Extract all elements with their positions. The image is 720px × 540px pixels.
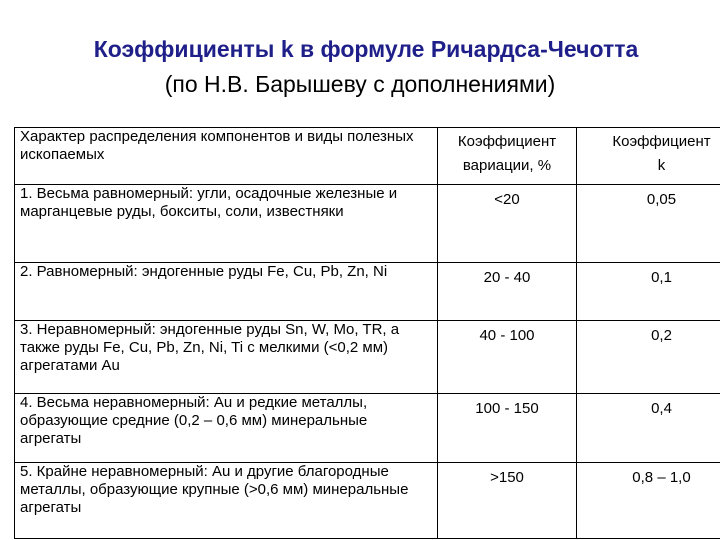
header-k-line2: k	[657, 157, 666, 174]
table-row	[15, 263, 720, 321]
row-variation: 40 - 100	[438, 321, 577, 394]
row-variation: >150	[438, 463, 577, 539]
row-description: 4. Весьма неравномерный: Au и редкие металлы, образующие средние (0,2 – 0,6 мм) минеральные агрегаты	[15, 394, 438, 463]
table-row	[15, 463, 720, 539]
table-header-row	[15, 128, 720, 185]
table-row	[15, 394, 720, 463]
row-description: 1. Весьма равномерный: угли, осадочные железные и марганцевые руды, бокситы, соли, известняки	[15, 185, 438, 263]
row-description: 2. Равномерный: эндогенные руды Fe, Cu, Pb, Zn, Ni	[15, 263, 438, 321]
title-subtitle: (по Н.В. Барышеву с дополнениями)	[164, 71, 556, 97]
header-description: Характер распределения компонентов и виды полезных ископаемых	[15, 128, 438, 185]
slide-title	[0, 34, 720, 99]
coefficients-table	[14, 127, 720, 539]
row-description: 3. Неравномерный: эндогенные руды Sn, W, Mo, TR, а также руды Fe, Cu, Pb, Zn, Ni, Ti с мелкими (<0,2 мм) агрегатами Au	[15, 321, 438, 394]
row-k: 0,8 – 1,0	[577, 463, 720, 539]
row-k: 0,1	[577, 263, 720, 321]
header-k-line1: Коэффициент	[612, 133, 711, 150]
title-main: Коэффициенты k в формуле Ричардса-Чечотта	[93, 36, 639, 62]
row-variation: 100 - 150	[438, 394, 577, 463]
coefficients-table-container	[14, 127, 713, 539]
row-k: 0,05	[577, 185, 720, 263]
row-k: 0,4	[577, 394, 720, 463]
row-k: 0,2	[577, 321, 720, 394]
row-variation: <20	[438, 185, 577, 263]
header-variation-line2: вариации, %	[462, 157, 552, 174]
table-row	[15, 185, 720, 263]
row-description: 5. Крайне неравномерный: Au и другие благородные металлы, образующие крупные (>0,6 мм) минеральные агрегаты	[15, 463, 438, 539]
table-row	[15, 321, 720, 394]
header-k	[577, 128, 720, 185]
header-variation	[438, 128, 577, 185]
row-variation: 20 - 40	[438, 263, 577, 321]
header-variation-line1: Коэффициент	[457, 133, 557, 150]
